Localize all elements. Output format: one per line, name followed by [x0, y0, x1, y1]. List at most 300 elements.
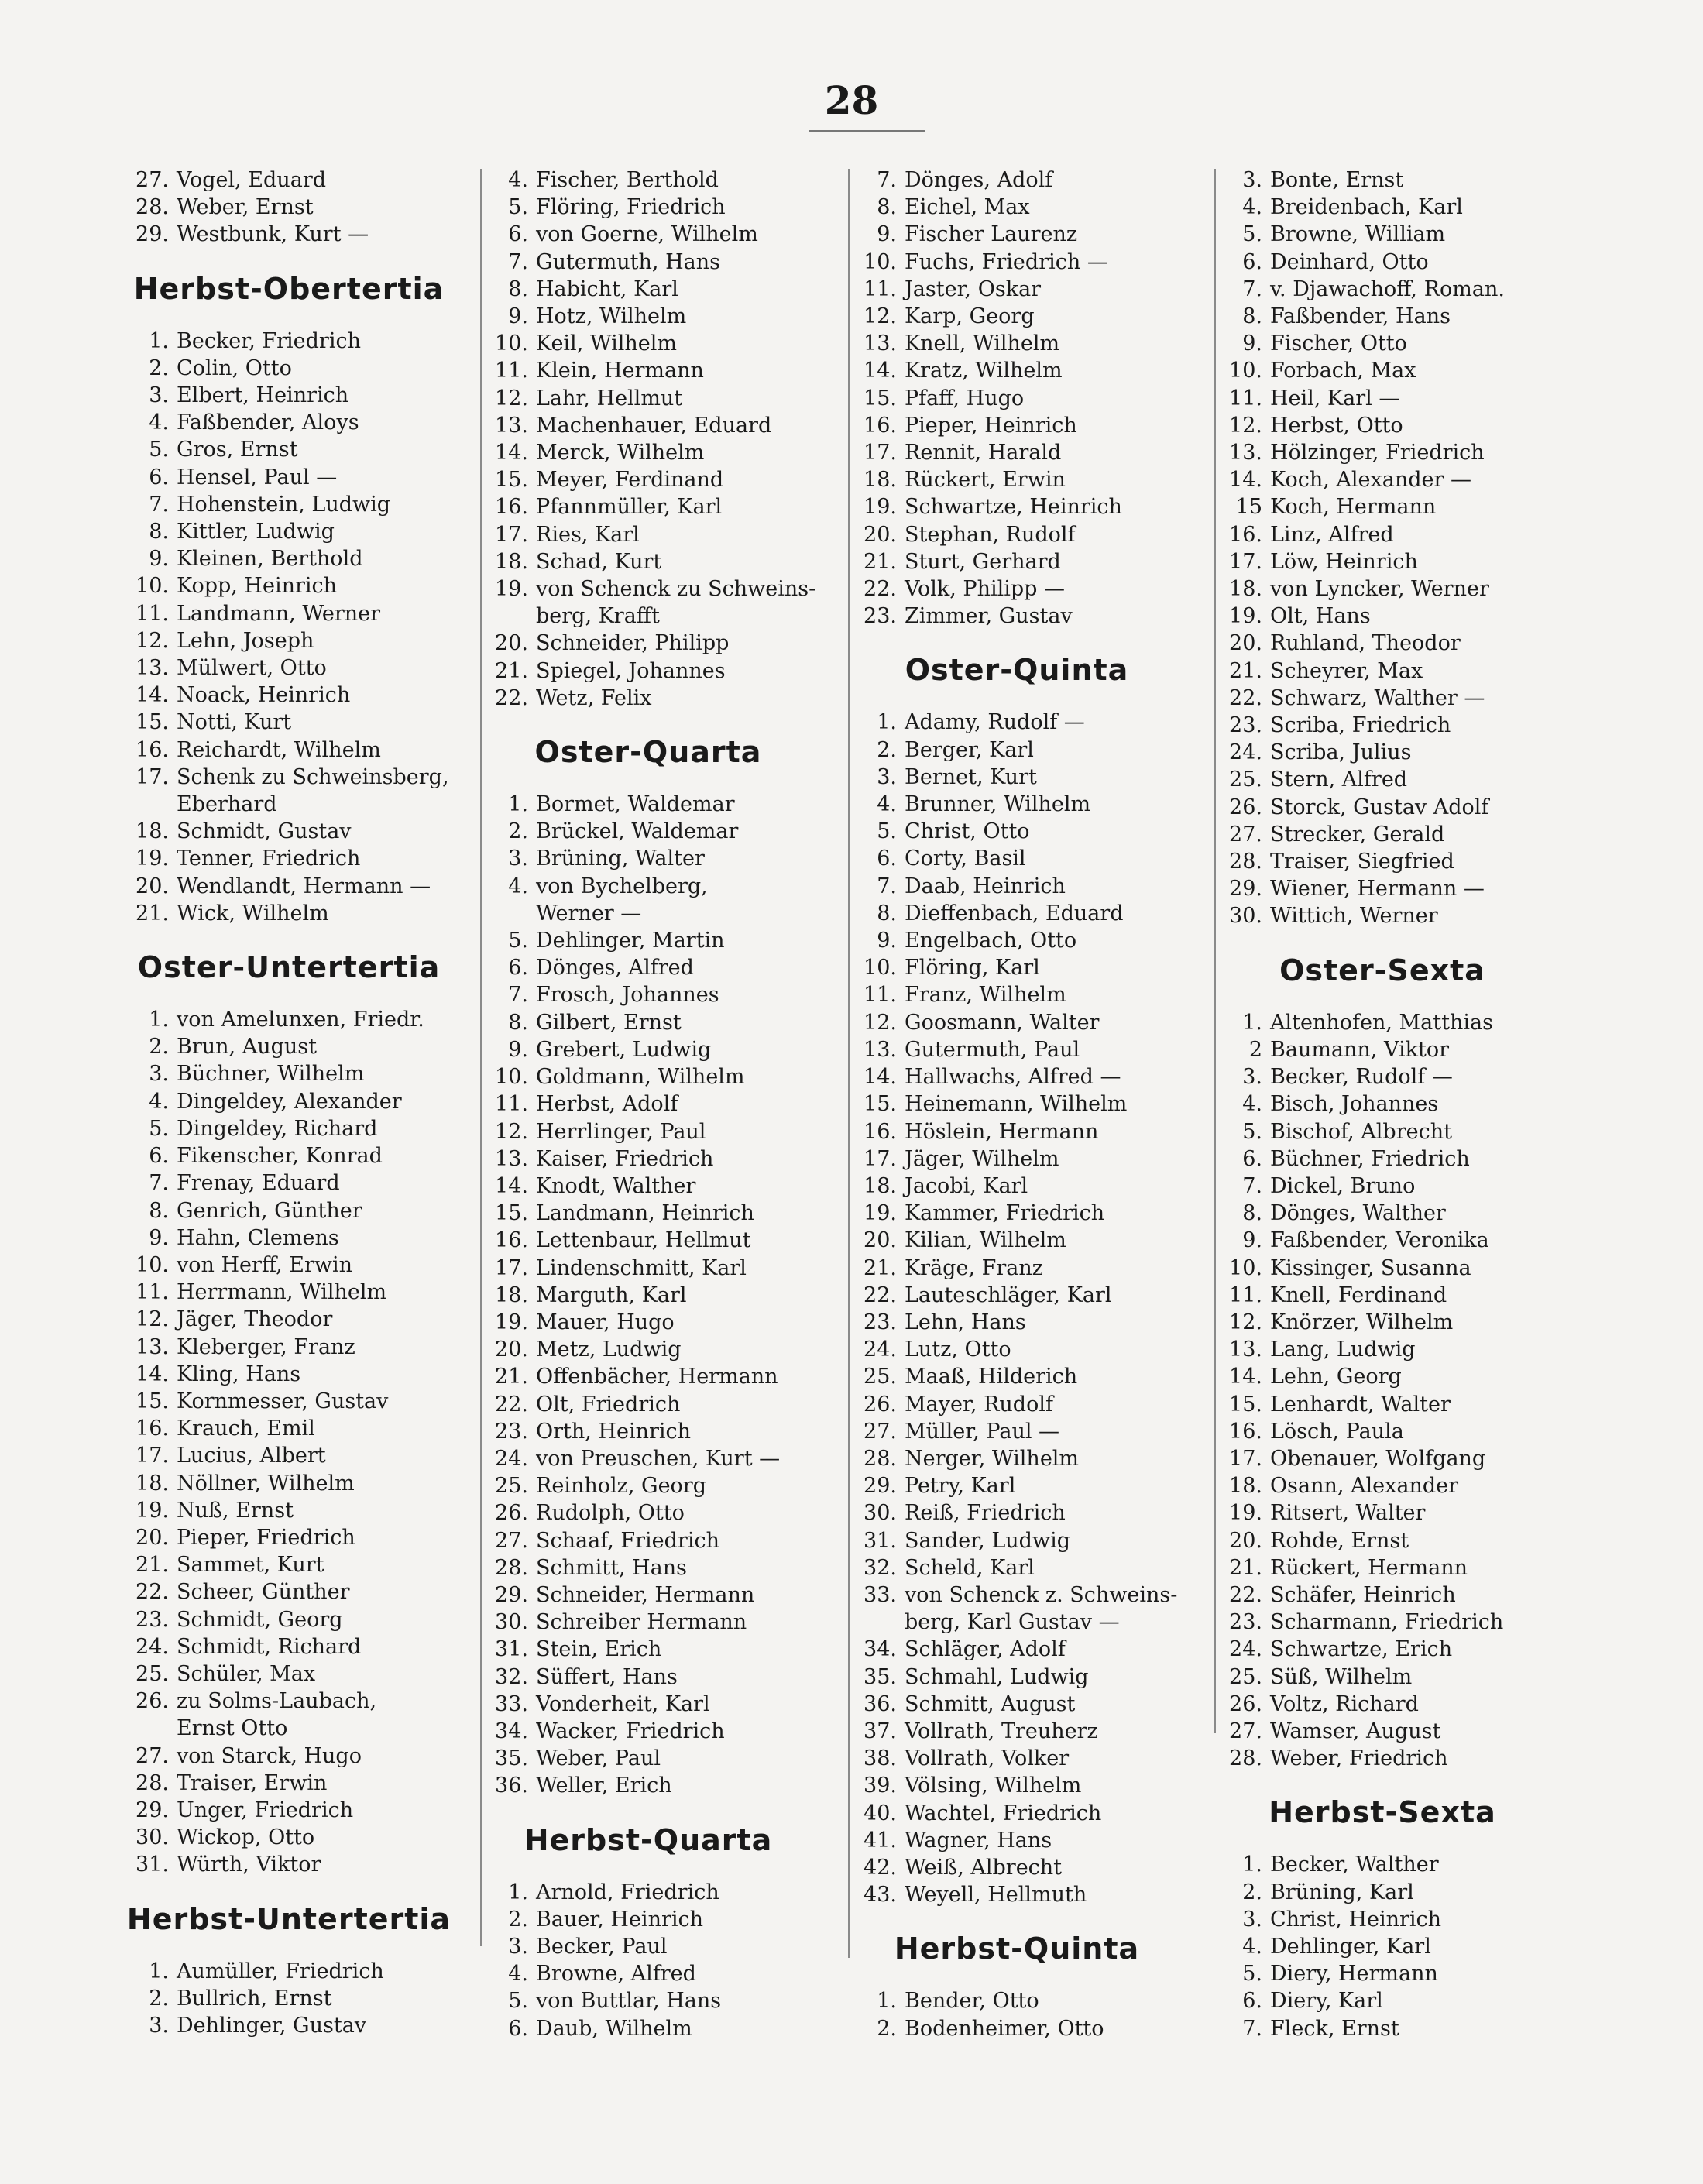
student-name: Dingeldey, Alexander [177, 1089, 402, 1114]
student-entry [850, 1718, 1183, 1745]
entry-number: 2. [1242, 1880, 1262, 1904]
student-entry [482, 1664, 815, 1691]
entry-number: 8. [149, 520, 169, 544]
page-number-rule [809, 130, 925, 132]
student-name: Kilian, Wilhelm [905, 1228, 1066, 1253]
entry-number: 32. [864, 1555, 897, 1580]
student-entry [482, 2015, 815, 2042]
student-entry [482, 927, 815, 954]
student-name: Krauch, Emil [177, 1417, 315, 1441]
student-entry [1216, 2015, 1549, 2042]
student-name: Scheyrer, Max [1270, 658, 1423, 683]
student-name: Arnold, Friedrich [536, 1880, 719, 1904]
student-entry [122, 709, 455, 736]
entry-number: 4. [1242, 1092, 1262, 1117]
student-entry [1216, 1581, 1549, 1609]
entry-number: 20. [136, 874, 169, 898]
entry-number: 28. [1229, 1746, 1262, 1771]
student-entry [850, 1987, 1183, 2014]
entry-number: 18. [864, 468, 897, 493]
entry-number: 28. [495, 1555, 528, 1580]
student-name: Ernst Otto [177, 1716, 288, 1741]
entry-number: 14. [1229, 1365, 1262, 1389]
student-entry [482, 466, 815, 493]
student-entry [1216, 1691, 1549, 1718]
student-entry [122, 1334, 455, 1361]
student-entry [850, 1827, 1183, 1854]
student-entry [122, 436, 455, 463]
student-entry [482, 981, 815, 1008]
entry-number: 28. [1229, 850, 1262, 874]
student-entry [850, 167, 1183, 194]
student-name: Traiser, Erwin [177, 1770, 328, 1795]
entry-number: 24. [864, 1338, 897, 1362]
student-entry [482, 1960, 815, 1987]
student-entry [122, 1633, 455, 1660]
student-name: Bonte, Ernst [1270, 168, 1404, 192]
student-entry [1216, 1118, 1549, 1145]
student-entry [1216, 658, 1549, 685]
student-name: Altenhofen, Matthias [1270, 1010, 1493, 1035]
entry-number: 39. [864, 1774, 897, 1798]
student-entry [850, 1391, 1183, 1418]
student-entry [1216, 1445, 1549, 1472]
entry-number: 43. [864, 1883, 897, 1908]
entry-number: 9. [1242, 1228, 1262, 1253]
entry-number: 2 [1248, 1037, 1262, 1062]
entry-number: 18. [136, 1471, 169, 1495]
entry-number: 1. [149, 1959, 169, 1983]
entry-number: 11. [1229, 1283, 1262, 1307]
student-entry [122, 1551, 455, 1578]
entry-number: 29. [1229, 877, 1262, 901]
student-name: Wagner, Hans [905, 1828, 1052, 1853]
student-name: Forbach, Max [1270, 359, 1416, 383]
entry-number: 13. [495, 1146, 528, 1171]
entry-number: 21. [495, 1365, 528, 1389]
entry-number: 24. [1229, 1637, 1262, 1662]
entry-number: 13. [136, 1334, 169, 1359]
student-name: Schwarz, Walther — [1270, 685, 1485, 710]
entry-number: 4. [149, 410, 169, 435]
entry-number: 7. [149, 1171, 169, 1196]
student-entry [850, 764, 1183, 791]
student-entry-continuation [482, 900, 815, 927]
student-name: Kissinger, Susanna [1270, 1255, 1471, 1280]
student-name: Lucius, Albert [177, 1444, 326, 1468]
student-entry [122, 1033, 455, 1060]
student-name: Jacobi, Karl [905, 1173, 1028, 1198]
entry-number: 4. [508, 1962, 528, 1987]
entry-number: 30. [864, 1501, 897, 1526]
student-name: Rohde, Ernst [1270, 1528, 1409, 1553]
student-name: Fischer Laurenz [905, 222, 1078, 247]
entry-number: 16. [136, 737, 169, 762]
student-name: Knell, Wilhelm [905, 331, 1060, 356]
student-entry [482, 1879, 815, 1906]
entry-number: 14. [136, 1362, 169, 1386]
student-entry [122, 1279, 455, 1306]
student-entry [122, 873, 455, 900]
student-name: Wetz, Felix [536, 685, 652, 710]
student-name: Schmidt, Georg [177, 1607, 343, 1632]
student-name: Hensel, Paul — [177, 465, 338, 489]
student-entry [122, 2012, 455, 2039]
student-entry [122, 818, 455, 845]
student-name: Lindenschmitt, Karl [536, 1255, 747, 1280]
student-name: Flöring, Karl [905, 956, 1040, 980]
student-entry [122, 1470, 455, 1497]
student-entry [850, 981, 1183, 1008]
entry-number: 22. [136, 1580, 169, 1605]
student-name: Schneider, Philipp [536, 631, 730, 656]
student-entry [482, 1691, 815, 1718]
student-name: Schläger, Adolf [905, 1637, 1066, 1662]
entry-number: 21. [1229, 658, 1262, 683]
student-entry [1216, 1336, 1549, 1363]
student-name: Lahr, Hellmut [536, 386, 683, 410]
student-entry [850, 1800, 1183, 1827]
student-name: Werner — [536, 901, 642, 925]
student-name: Deinhard, Otto [1270, 249, 1429, 274]
student-name: Sander, Ludwig [905, 1528, 1070, 1553]
student-name: Fikenscher, Konrad [177, 1144, 383, 1169]
student-name: Hallwachs, Alfred — [905, 1065, 1121, 1090]
student-entry [850, 303, 1183, 330]
entry-number: 31. [864, 1528, 897, 1553]
entry-number: 3. [149, 383, 169, 408]
student-entry [482, 1173, 815, 1200]
student-name: Reinholz, Georg [536, 1474, 706, 1499]
student-entry [1216, 712, 1549, 739]
student-entry [1216, 603, 1549, 630]
student-entry [850, 1036, 1183, 1063]
student-name: Weller, Erich [536, 1774, 672, 1798]
entry-number: 9. [877, 222, 897, 247]
entry-number: 27. [136, 168, 169, 192]
entry-number: 13. [1229, 1338, 1262, 1362]
entry-number: 15. [1229, 1392, 1262, 1417]
student-name: Petry, Karl [905, 1474, 1016, 1499]
student-name: Koch, Hermann [1270, 495, 1437, 520]
entry-number: 16. [864, 1119, 897, 1144]
entry-number: 15. [136, 710, 169, 735]
entry-number: 31. [495, 1637, 528, 1662]
entry-number: 17. [1229, 1446, 1262, 1471]
entry-number: 1. [149, 1008, 169, 1032]
student-entry [850, 1063, 1183, 1090]
student-name: Brüning, Walter [536, 846, 705, 871]
entry-number: 22. [495, 1392, 528, 1417]
student-entry [482, 1718, 815, 1745]
entry-number: 5. [508, 929, 528, 953]
student-entry [122, 1252, 455, 1279]
student-entry [122, 1197, 455, 1224]
student-entry [482, 1554, 815, 1581]
entry-number: 11. [495, 1092, 528, 1117]
student-name: Wachtel, Friedrich [905, 1801, 1102, 1825]
class-heading: Herbst-Quarta [524, 1822, 773, 1857]
student-name: Herbst, Adolf [536, 1092, 678, 1117]
student-entry [1216, 1309, 1549, 1336]
entry-number: 32. [495, 1664, 528, 1689]
student-name: Volk, Philipp — [905, 577, 1066, 602]
student-entry [850, 575, 1183, 603]
student-entry [850, 1090, 1183, 1118]
student-entry [122, 764, 455, 791]
student-name: Genrich, Günther [177, 1198, 362, 1223]
student-name: Lang, Ludwig [1270, 1338, 1416, 1362]
entry-number: 2. [877, 2016, 897, 2041]
entry-number: 17. [495, 522, 528, 547]
student-entry [1216, 1554, 1549, 1581]
student-entry [1216, 385, 1549, 412]
student-entry [482, 1090, 815, 1118]
entry-number: 19. [495, 577, 528, 602]
student-name: Scriba, Friedrich [1270, 713, 1451, 738]
entry-number: 14. [864, 1065, 897, 1090]
student-entry [1216, 1636, 1549, 1663]
class-heading: Herbst-Untertertia [126, 1901, 452, 1936]
entry-number: 35. [495, 1746, 528, 1771]
student-name: Dönges, Adolf [905, 168, 1053, 192]
entry-number: 33. [864, 1582, 897, 1607]
student-name: Rennit, Harald [905, 441, 1062, 465]
entry-number: 20. [495, 631, 528, 656]
student-name: Jäger, Wilhelm [905, 1146, 1059, 1171]
student-entry [850, 385, 1183, 412]
student-name: Kleberger, Franz [177, 1334, 355, 1359]
student-entry [482, 1636, 815, 1663]
student-name: Corty, Basil [905, 846, 1026, 871]
entry-number: 5. [1242, 1962, 1262, 1987]
entry-number: 15. [136, 1389, 169, 1413]
entry-number: 6. [508, 2016, 528, 2041]
entry-number: 1. [508, 1880, 528, 1904]
student-entry [122, 1578, 455, 1605]
student-entry [1216, 1499, 1549, 1526]
class-heading: Herbst-Sexta [1269, 1795, 1496, 1830]
student-name: zu Solms-Laubach, [177, 1689, 377, 1714]
student-entry [850, 2015, 1183, 2042]
student-entry [482, 412, 815, 439]
entry-number: 19. [495, 1310, 528, 1334]
student-entry [482, 1336, 815, 1363]
student-name: Faßbender, Hans [1270, 304, 1451, 329]
student-entry [482, 1200, 815, 1227]
student-name: Knörzer, Wilhelm [1270, 1310, 1454, 1334]
student-name: Dieffenbach, Eduard [905, 901, 1124, 925]
entry-number: 2. [149, 1035, 169, 1059]
student-entry [850, 1854, 1183, 1881]
student-entry [1216, 848, 1549, 875]
entry-number: 21. [864, 549, 897, 574]
student-name: Heinemann, Wilhelm [905, 1092, 1128, 1117]
student-name: Kling, Hans [177, 1362, 301, 1386]
column-4 [1216, 167, 1549, 2042]
student-name: Eberhard [177, 792, 277, 817]
student-entry [1216, 1282, 1549, 1309]
student-entry [850, 603, 1183, 630]
student-entry [850, 1691, 1183, 1718]
student-name: Breidenbach, Karl [1270, 195, 1463, 220]
student-entry [122, 1115, 455, 1142]
student-name: Baumann, Viktor [1270, 1037, 1450, 1062]
entry-number: 33. [495, 1691, 528, 1716]
student-entry [122, 1224, 455, 1252]
entry-number: 15. [864, 386, 897, 410]
student-name: Goosmann, Walter [905, 1010, 1100, 1035]
student-entry [850, 1445, 1183, 1472]
student-name: Bernet, Kurt [905, 764, 1037, 789]
entry-number: 3. [1242, 168, 1262, 192]
entry-number: 3. [877, 764, 897, 789]
entry-number: 22. [864, 1283, 897, 1307]
entry-number: 19. [1229, 604, 1262, 629]
entry-number: 4. [508, 168, 528, 192]
student-entry [850, 1227, 1183, 1254]
student-name: Keil, Wilhelm [536, 331, 678, 356]
student-name: Olt, Hans [1270, 604, 1371, 629]
entry-number: 10. [136, 1252, 169, 1277]
student-name: Gutermuth, Hans [536, 249, 720, 274]
entry-number: 19. [136, 846, 169, 871]
student-entry [482, 276, 815, 303]
entry-number: 17. [136, 1444, 169, 1468]
student-entry [850, 276, 1183, 303]
student-entry [122, 900, 455, 927]
student-name: Marguth, Karl [536, 1283, 687, 1307]
student-entry [482, 548, 815, 575]
student-name: Daab, Heinrich [905, 874, 1066, 898]
entry-number: 9. [508, 304, 528, 329]
entry-number: 40. [864, 1801, 897, 1825]
student-name: Becker, Friedrich [177, 328, 361, 353]
student-name: Dönges, Walther [1270, 1201, 1446, 1226]
entry-number: 18. [495, 1283, 528, 1307]
entry-number: 21. [495, 658, 528, 683]
student-name: Diery, Hermann [1270, 1962, 1438, 1987]
entry-number: 20. [864, 522, 897, 547]
entry-number: 27. [1229, 1719, 1262, 1743]
student-entry [1216, 548, 1549, 575]
student-name: Hahn, Clemens [177, 1225, 339, 1250]
student-entry [482, 1745, 815, 1772]
student-name: Wacker, Friedrich [536, 1719, 725, 1743]
student-name: Habicht, Karl [536, 276, 678, 301]
student-name: von Schenck z. Schweins- [905, 1582, 1178, 1607]
student-name: von Starck, Hugo [177, 1743, 362, 1768]
student-entry [1216, 1527, 1549, 1554]
student-name: Flöring, Friedrich [536, 195, 726, 220]
student-name: Dingeldey, Richard [177, 1116, 378, 1141]
entry-number: 1. [877, 710, 897, 735]
student-entry [482, 249, 815, 276]
student-entry [850, 1309, 1183, 1336]
student-entry [1216, 821, 1549, 848]
student-name: von Goerne, Wilhelm [536, 222, 758, 247]
student-entry [122, 1524, 455, 1551]
student-name: Heil, Karl — [1270, 386, 1400, 410]
student-name: Pieper, Heinrich [905, 413, 1077, 438]
entry-number: 10. [864, 249, 897, 274]
student-entry [482, 1609, 815, 1636]
student-name: Knodt, Walther [536, 1173, 696, 1198]
entry-number: 8. [1242, 304, 1262, 329]
student-entry [1216, 1960, 1549, 1987]
student-entry [850, 1363, 1183, 1390]
student-name: Kleinen, Berthold [177, 547, 363, 572]
student-name: Scheld, Karl [905, 1555, 1035, 1580]
student-name: Weber, Ernst [177, 195, 314, 220]
page-number: 28 [824, 77, 879, 123]
student-entry [1216, 1173, 1549, 1200]
student-entry [482, 1472, 815, 1499]
student-name: Stern, Alfred [1270, 767, 1408, 792]
student-name: Fischer, Berthold [536, 168, 719, 192]
student-name: Lehn, Joseph [177, 628, 314, 653]
student-entry [850, 357, 1183, 384]
student-entry-continuation [482, 603, 815, 630]
student-name: Engelbach, Otto [905, 929, 1077, 953]
student-name: Karp, Georg [905, 304, 1035, 329]
student-name: Becker, Walther [1270, 1853, 1439, 1877]
student-entry [1216, 1227, 1549, 1254]
student-entry [122, 167, 455, 194]
student-name: Aumüller, Friedrich [177, 1959, 384, 1983]
student-name: Noack, Heinrich [177, 683, 351, 708]
entry-number: 13. [864, 331, 897, 356]
student-entry [1216, 875, 1549, 902]
entry-number: 17. [864, 441, 897, 465]
student-name: Dehlinger, Karl [1270, 1934, 1431, 1959]
student-entry [850, 412, 1183, 439]
student-name: Wickop, Otto [177, 1825, 315, 1850]
student-entry [850, 954, 1183, 981]
student-name: Herrlinger, Paul [536, 1119, 706, 1144]
student-name: Tenner, Friedrich [177, 846, 361, 871]
student-entry [122, 464, 455, 491]
entry-number: 6. [1242, 1989, 1262, 2014]
student-name: Wamser, August [1270, 1719, 1441, 1743]
entry-number: 29. [136, 1798, 169, 1822]
entry-number: 23. [864, 604, 897, 629]
student-name: Lenhardt, Walter [1270, 1392, 1451, 1417]
student-entry [850, 249, 1183, 276]
student-entry [122, 1169, 455, 1197]
student-name: Christ, Otto [905, 819, 1030, 844]
student-entry [122, 682, 455, 709]
entry-number: 20. [1229, 631, 1262, 656]
student-entry [1216, 685, 1549, 712]
entry-number: 7. [149, 492, 169, 517]
entry-number: 3. [1242, 1065, 1262, 1090]
entry-number: 26. [864, 1392, 897, 1417]
class-heading: Oster-Quarta [534, 735, 762, 770]
student-entry [482, 1309, 815, 1336]
entry-number: 35. [864, 1664, 897, 1689]
student-entry [1216, 412, 1549, 439]
entry-number: 5. [508, 195, 528, 220]
class-heading: Oster-Sexta [1279, 953, 1485, 987]
student-entry [1216, 630, 1549, 657]
entry-number: 6. [1242, 249, 1262, 274]
student-name: Faßbender, Veronika [1270, 1228, 1489, 1253]
student-entry [122, 194, 455, 221]
student-name: Schenk zu Schweinsberg, [177, 764, 449, 789]
entry-number: 17. [495, 1255, 528, 1280]
student-name: Franz, Wilhelm [905, 983, 1066, 1008]
